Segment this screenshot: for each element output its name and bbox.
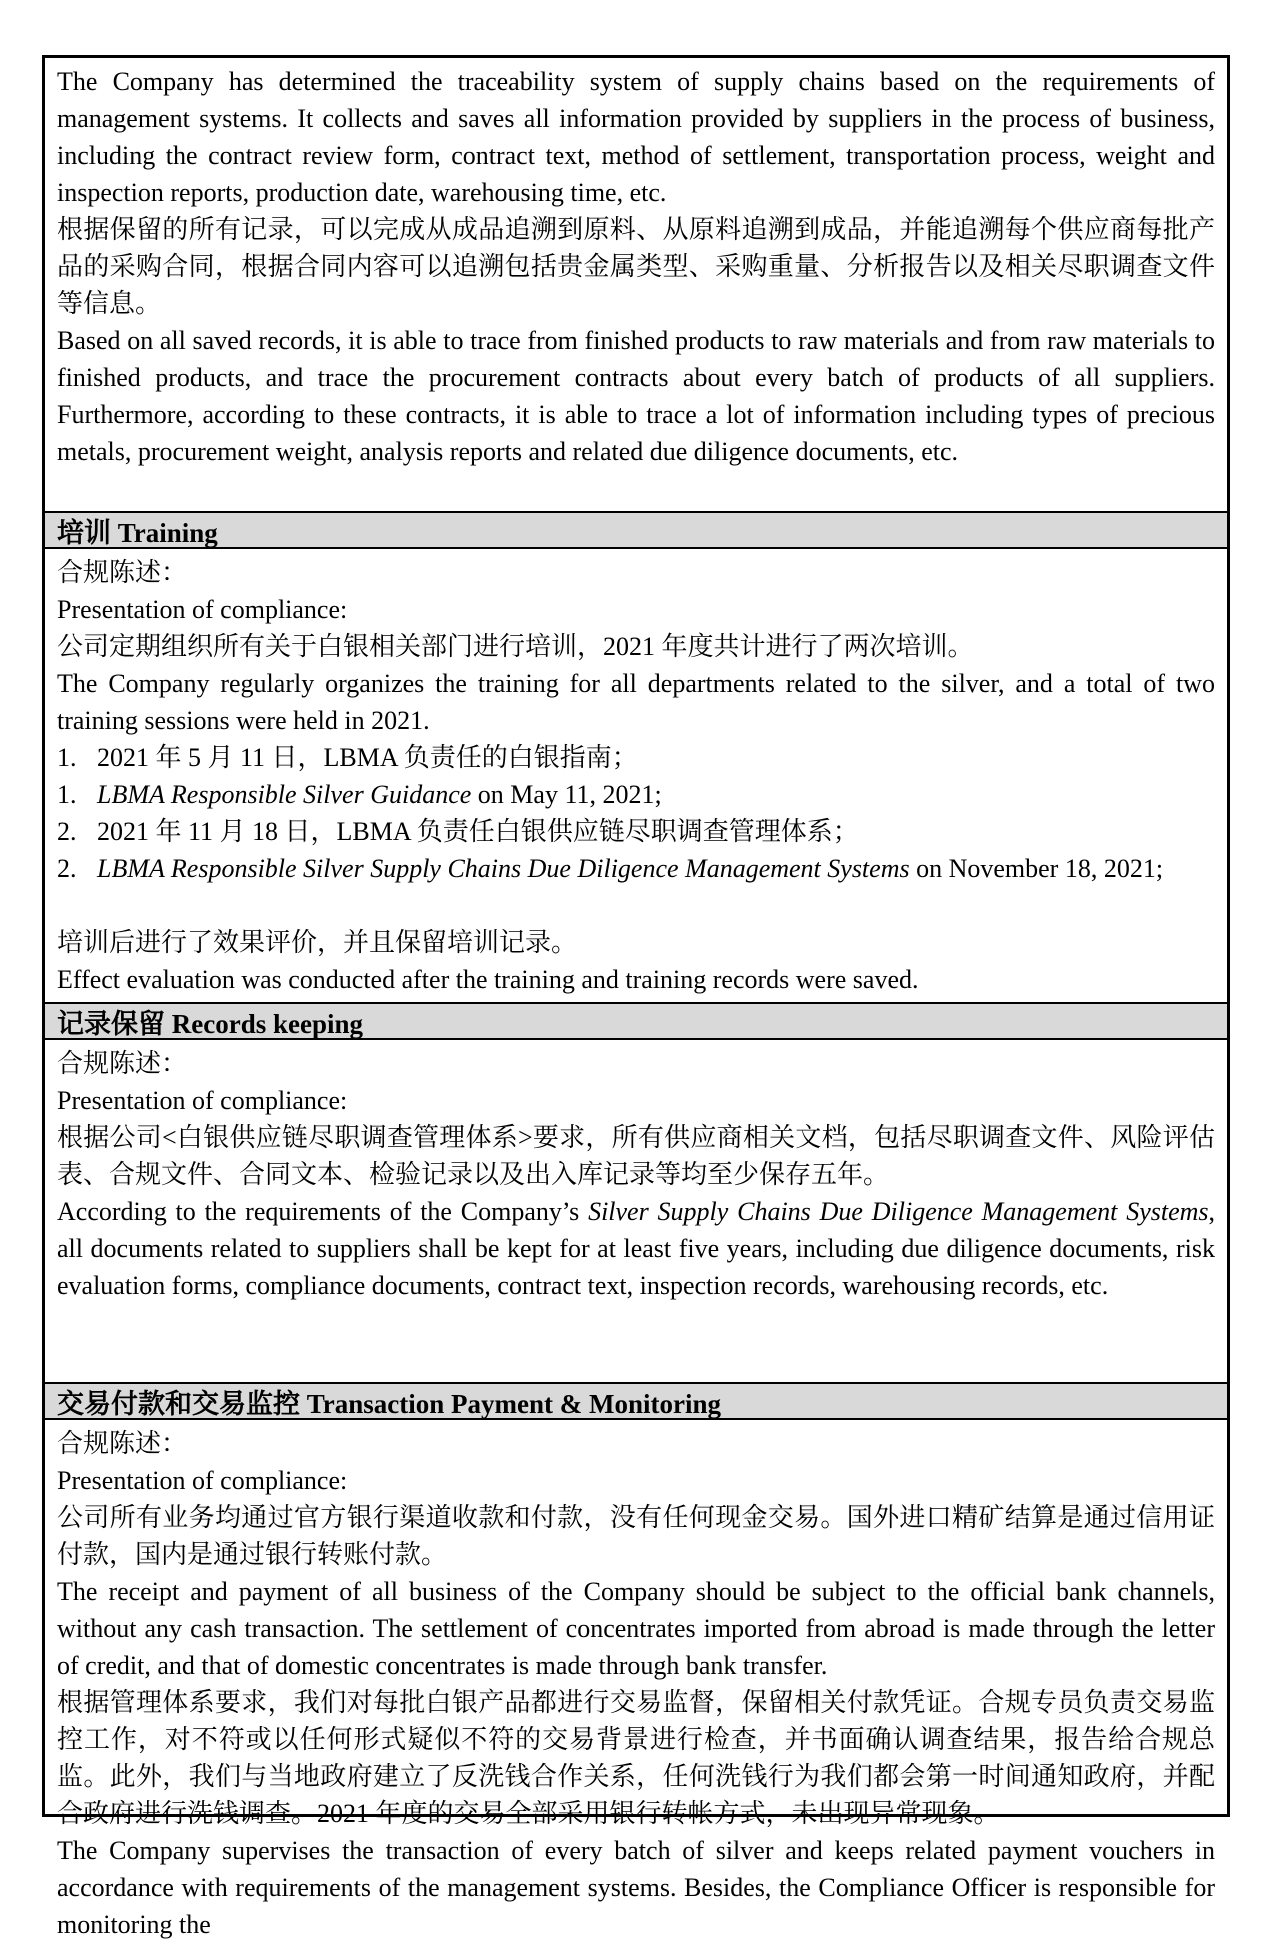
list-marker: 2. — [57, 854, 77, 883]
list-item — [57, 813, 1215, 850]
italic-text-run: LBMA Responsible Silver Guidance — [97, 780, 472, 809]
list-item — [57, 850, 1215, 887]
paragraph — [57, 1573, 1215, 1684]
paragraph-text — [57, 558, 187, 587]
text-run: 合规陈述： — [57, 558, 188, 587]
paragraph — [57, 211, 1215, 322]
text-run: Effect evaluation was conducted after the training and training records were saved. — [57, 965, 919, 994]
text-run: 根据管理体系要求，我们对每批白银产品都进行交易监督，保留相关付款凭证。合规专员负责交易监控工作，对不符或以任何形式疑似不符的交易背景进行检查，并书面确认调查结果，报告给合规总监。此外，我们与当地政府建立了反洗钱合作关系，任何洗钱行为我们都会第一时间通知政府，并配合政府进行洗钱调查。2021 年度的交易全部采用银行转帐方式，未出现异常现象。 — [57, 1688, 1215, 1828]
text-run: on May 11, 2021; — [471, 780, 662, 809]
text-run: The Company has determined the traceability system of supply chains based on the requirements of management systems. It collects and saves all information provided by suppliers in the process of business, including the contract review form, contract text, method of settlement, transportation process, weight and inspection reports, production date, warehousing time, etc. — [57, 67, 1215, 207]
section-header-label: 记录保留 Records keeping — [57, 1008, 363, 1039]
paragraph-text — [57, 1688, 1215, 1828]
paragraph-text — [57, 1836, 1215, 1939]
paragraph-text — [57, 67, 1215, 207]
list-item — [57, 739, 1215, 776]
paragraph-text — [57, 891, 64, 920]
paragraph — [57, 1082, 1215, 1119]
paragraph — [57, 322, 1215, 470]
list-marker: 2. — [57, 817, 77, 846]
text-run: The receipt and payment of all business of the Company should be subject to the official bank channels, without any cash transaction. The settlement of concentrates imported from abroad is made through the letter of credit, and that of domestic concentrates is made through bank transfer. — [57, 1577, 1215, 1680]
text-run: 根据公司<白银供应链尽职调查管理体系>要求，所有供应商相关文档，包括尽职调查文件、风险评估表、合规文件、合同文本、检验记录以及出入库记录等均至少保存五年。 — [57, 1123, 1215, 1189]
paragraph-text — [97, 739, 1215, 776]
paragraph-text — [57, 595, 347, 624]
paragraph — [57, 1499, 1215, 1573]
text-run: Presentation of compliance: — [57, 1086, 348, 1115]
paragraph-text — [57, 928, 577, 957]
text-run: Based on all saved records, it is able to trace from finished products to raw materials and from raw materials to finished products, and trace the procurement contracts about every batch of products of all suppliers. Furthermore, according to these contracts, it is able to trace a lot of information including types of precious metals, procurement weight, analysis reports and related due diligence documents, etc. — [57, 326, 1215, 466]
paragraph — [57, 1684, 1215, 1832]
paragraph-text — [57, 1123, 1215, 1189]
paragraph — [57, 470, 1215, 507]
text-run: 2021 年 11 月 18 日，LBMA 负责任白银供应链尽职调查管理体系； — [97, 817, 859, 846]
paragraph-text — [57, 1503, 1215, 1569]
paragraph — [57, 665, 1215, 739]
paragraph — [57, 1341, 1215, 1378]
italic-text-run: Silver Supply Chains Due Diligence Management Systems — [588, 1197, 1209, 1226]
italic-text-run: LBMA Responsible Silver Supply Chains Due Diligence Management Systems — [97, 854, 910, 883]
section-header-label: 交易付款和交易监控 Transaction Payment & Monitoring — [57, 1388, 721, 1419]
paragraph — [57, 924, 1215, 961]
text-run: , all documents related to suppliers shall be kept for at least five years, including due diligence documents, risk evaluation forms, compliance documents, contract text, inspection records, warehousing records, etc. — [57, 1197, 1216, 1300]
document-table — [42, 55, 1230, 1939]
text-run: 合规陈述： — [57, 1429, 188, 1458]
text-run: According to the requirements of the Company’s — [57, 1197, 589, 1226]
section-content-training — [45, 549, 1227, 1002]
paragraph-text — [57, 1308, 64, 1337]
paragraph — [57, 1425, 1215, 1462]
paragraph-text — [57, 669, 1215, 735]
section-content-traceability — [45, 58, 1227, 511]
paragraph — [57, 1304, 1215, 1341]
text-run: Presentation of compliance: — [57, 595, 348, 624]
paragraph — [57, 628, 1215, 665]
paragraph — [57, 1119, 1215, 1193]
paragraph — [57, 1462, 1215, 1499]
paragraph — [57, 63, 1215, 211]
paragraph-text — [57, 1049, 187, 1078]
paragraph-text — [97, 850, 1215, 887]
section-header-label: 培训 Training — [57, 517, 218, 548]
paragraph-text — [57, 1429, 187, 1458]
paragraph-text — [57, 1466, 347, 1495]
text-run: on November 18, 2021; — [909, 854, 1164, 883]
paragraph — [57, 1193, 1215, 1304]
section-header-training — [45, 511, 1227, 549]
list-marker: 1. — [57, 780, 77, 809]
paragraph — [57, 554, 1215, 591]
paragraph — [57, 1832, 1215, 1943]
section-content-records-keeping — [45, 1040, 1227, 1382]
text-run: The Company regularly organizes the training for all departments related to the silver, and a total of two training sessions were held in 2021. — [57, 669, 1215, 735]
paragraph-text — [97, 776, 1215, 813]
text-run: 2021 年 5 月 11 日，LBMA 负责任的白银指南； — [97, 743, 638, 772]
section-header-transaction-payment-monitoring — [45, 1382, 1227, 1420]
paragraph-text — [57, 474, 64, 503]
paragraph-text — [97, 813, 1215, 850]
text-run: Presentation of compliance: — [57, 1466, 348, 1495]
list-item — [57, 776, 1215, 813]
paragraph-text — [57, 1086, 347, 1115]
text-run: 根据保留的所有记录，可以完成从成品追溯到原料、从原料追溯到成品，并能追溯每个供应商每批产品的采购合同，根据合同内容可以追溯包括贵金属类型、采购重量、分析报告以及相关尽职调查文件等信息。 — [57, 215, 1215, 318]
paragraph-text — [57, 1345, 64, 1374]
paragraph-text — [57, 632, 974, 661]
text-run: 合规陈述： — [57, 1049, 188, 1078]
paragraph — [57, 887, 1215, 924]
paragraph-text — [57, 1197, 1215, 1300]
paragraph-text — [57, 215, 1215, 318]
paragraph — [57, 961, 1215, 998]
text-run: 公司定期组织所有关于白银相关部门进行培训，2021 年度共计进行了两次培训。 — [57, 632, 974, 661]
text-run: 公司所有业务均通过官方银行渠道收款和付款，没有任何现金交易。国外进口精矿结算是通过信用证付款，国内是通过银行转账付款。 — [57, 1503, 1215, 1569]
text-run: 培训后进行了效果评价，并且保留培训记录。 — [57, 928, 578, 957]
section-content-transaction-payment-monitoring — [45, 1420, 1227, 1947]
section-header-records-keeping — [45, 1002, 1227, 1040]
paragraph-text — [57, 326, 1215, 466]
text-run: The Company supervises the transaction of every batch of silver and keeps related payment vouchers in accordance with requirements of the management systems. Besides, the Compliance Officer is responsible for monitoring the — [57, 1836, 1215, 1939]
paragraph-text — [57, 1577, 1215, 1680]
list-marker: 1. — [57, 743, 77, 772]
paragraph — [57, 1045, 1215, 1082]
paragraph-text — [57, 965, 919, 994]
paragraph — [57, 591, 1215, 628]
